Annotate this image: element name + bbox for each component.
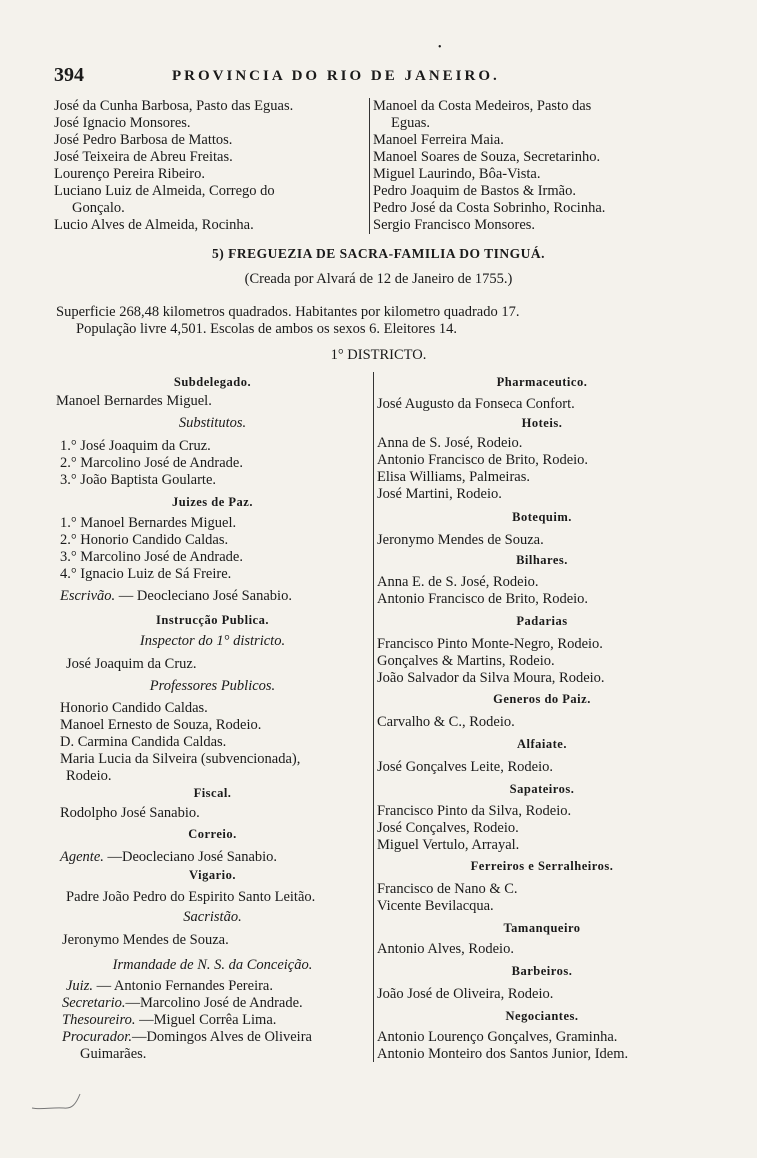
list-item: Elisa Williams, Palmeiras. — [377, 469, 530, 485]
column-divider — [369, 98, 370, 234]
vigario-name: Padre João Pedro do Espirito Santo Leitão. — [66, 889, 316, 905]
page-number: 394 — [54, 64, 84, 86]
thesoureiro-label: Thesoureiro. — [62, 1012, 136, 1028]
sacristao-name: Jeronymo Mendes de Souza. — [62, 932, 229, 948]
professores-heading: Professores Publicos. — [149, 678, 276, 694]
running-title: PROVINCIA DO RIO DE JANEIRO. — [172, 68, 500, 84]
list-item: José Pedro Barbosa de Mattos. — [54, 132, 233, 148]
agente-entry — [60, 849, 277, 866]
thesoureiro-name: —Miguel Corrêa Lima. — [139, 1012, 277, 1028]
correio-heading: Correio. — [188, 827, 237, 841]
list-item: 4.° Ignacio Luiz de Sá Freire. — [60, 566, 232, 582]
escrivao-name: — Deocleciano José Sanabio. — [118, 588, 292, 604]
pencil-mark — [30, 1090, 90, 1114]
sacristao-heading: Sacristão. — [183, 909, 242, 925]
list-item: Rodeio. — [66, 768, 112, 784]
botequim-name: Jeronymo Mendes de Souza. — [377, 532, 544, 548]
bilhares-heading: Bilhares. — [516, 553, 568, 567]
hoteis-heading: Hoteis. — [521, 416, 563, 430]
list-item: Pedro José da Costa Sobrinho, Rocinha. — [373, 200, 606, 216]
tamanqueiro-heading: Tamanqueiro — [503, 921, 581, 935]
agente-name: —Deocleciano José Sanabio. — [107, 849, 278, 865]
list-item: 3.° Marcolino José de Andrade. — [60, 549, 243, 565]
list-item: José Martini, Rodeio. — [377, 486, 502, 502]
secretario-entry — [62, 995, 303, 1012]
list-item: Miguel Laurindo, Bôa-Vista. — [373, 166, 541, 182]
procurador-entry — [62, 1029, 312, 1046]
generos-heading: Generos do Paiz. — [493, 692, 591, 706]
barbeiros-heading: Barbeiros. — [511, 964, 573, 978]
list-item: Gonçalo. — [72, 200, 125, 216]
section-stats-line: População livre 4,501. Escolas de ambos os sexos 6. Eleitores 14. — [76, 321, 457, 337]
inspector-name: José Joaquim da Cruz. — [66, 656, 197, 672]
padarias-heading: Padarias — [516, 614, 568, 628]
list-item: Eguas. — [391, 115, 431, 131]
page-header — [54, 62, 694, 90]
list-item: José da Cunha Barbosa, Pasto das Eguas. — [54, 98, 294, 114]
secretario-name: —Marcolino José de Andrade. — [125, 995, 303, 1011]
negociantes-heading: Negociantes. — [505, 1009, 579, 1023]
list-item: Manoel Soares de Souza, Secretarinho. — [373, 149, 601, 165]
list-item: Miguel Vertulo, Arrayal. — [377, 837, 520, 853]
thesoureiro-entry — [62, 1012, 276, 1029]
list-item: 2.° Honorio Candido Caldas. — [60, 532, 229, 548]
ink-speck: • — [438, 42, 442, 53]
alfaiate-name: José Gonçalves Leite, Rodeio. — [377, 759, 553, 775]
list-item: Anna de S. José, Rodeio. — [377, 435, 523, 451]
list-item: José Ignacio Monsores. — [54, 115, 191, 131]
section-stats-line: Superficie 268,48 kilometros quadrados. Habitantes por kilometro quadrado 17. — [56, 304, 520, 320]
section-title: 5) FREGUEZIA DE SACRA-FAMILIA DO TINGUÁ. — [211, 246, 546, 261]
barbeiros-name: João José de Oliveira, Rodeio. — [377, 986, 554, 1002]
irmandade-heading: Irmandade de N. S. da Conceição. — [112, 957, 313, 973]
sapateiros-heading: Sapateiros. — [509, 782, 575, 796]
juiz-name: — Antonio Fernandes Pereira. — [96, 978, 273, 994]
procurador-label: Procurador. — [62, 1029, 132, 1045]
subdelegado-name: Manoel Bernardes Miguel. — [56, 393, 212, 409]
generos-name: Carvalho & C., Rodeio. — [377, 714, 515, 730]
list-item: Antonio Monteiro dos Santos Junior, Idem. — [377, 1046, 629, 1062]
instrucao-heading: Instrucção Publica. — [156, 613, 269, 627]
inspector-heading: Inspector do 1° districto. — [139, 633, 286, 649]
fiscal-name: Rodolpho José Sanabio. — [60, 805, 200, 821]
vigario-heading: Vigario. — [189, 868, 236, 882]
juizes-heading: Juizes de Paz. — [172, 495, 253, 509]
list-item: Antonio Francisco de Brito, Rodeio. — [377, 591, 589, 607]
substitutos-heading: Substitutos. — [178, 415, 247, 431]
list-item: Lourenço Pereira Ribeiro. — [54, 166, 205, 182]
list-item: Honorio Candido Caldas. — [60, 700, 208, 716]
agente-label: Agente. — [60, 849, 104, 865]
ferreiros-heading: Ferreiros e Serralheiros. — [470, 859, 614, 873]
list-item: Maria Lucia da Silveira (subvencionada), — [60, 751, 301, 767]
list-item: D. Carmina Candida Caldas. — [60, 734, 227, 750]
list-item: Gonçalves & Martins, Rodeio. — [377, 653, 555, 669]
tamanqueiro-name: Antonio Alves, Rodeio. — [377, 941, 514, 957]
escrivao-label: Escrivão. — [60, 588, 116, 604]
juiz-label: Juiz. — [66, 978, 93, 994]
list-item: Luciano Luiz de Almeida, Corrego do — [54, 183, 275, 199]
list-item: 3.° João Baptista Goularte. — [60, 472, 217, 488]
list-item: Vicente Bevilacqua. — [377, 898, 494, 914]
list-item: 1.° Manoel Bernardes Miguel. — [60, 515, 237, 531]
subdelegado-heading: Subdelegado. — [173, 375, 252, 389]
section-creation-note: (Creada por Alvará de 12 de Janeiro de 1755.) — [244, 271, 513, 287]
list-item: Anna E. de S. José, Rodeio. — [377, 574, 539, 590]
botequim-heading: Botequim. — [512, 510, 572, 524]
procurador-name-cont: Guimarães. — [80, 1046, 147, 1062]
procurador-name: —Domingos Alves de Oliveira — [131, 1029, 312, 1045]
alfaiate-heading: Alfaiate. — [517, 737, 567, 751]
list-item: Sergio Francisco Monsores. — [373, 217, 536, 233]
pharmaceutico-heading: Pharmaceutico. — [496, 375, 588, 389]
column-divider — [373, 372, 374, 1062]
list-item: Francisco Pinto Monte-Negro, Rodeio. — [377, 636, 603, 652]
juiz-entry — [66, 978, 273, 995]
list-item: Francisco de Nano & C. — [377, 881, 518, 897]
list-item: Antonio Francisco de Brito, Rodeio. — [377, 452, 589, 468]
list-item: Manoel da Costa Medeiros, Pasto das — [373, 98, 592, 114]
list-item: Antonio Lourenço Gonçalves, Graminha. — [377, 1029, 618, 1045]
pharmaceutico-name: José Augusto da Fonseca Confort. — [377, 396, 575, 412]
district-heading: 1° DISTRICTO. — [330, 347, 427, 363]
fiscal-heading: Fiscal. — [193, 786, 232, 800]
list-item: Lucio Alves de Almeida, Rocinha. — [54, 217, 254, 233]
list-item: Pedro Joaquim de Bastos & Irmão. — [373, 183, 576, 199]
list-item: João Salvador da Silva Moura, Rodeio. — [377, 670, 605, 686]
list-item: Manoel Ernesto de Souza, Rodeio. — [60, 717, 262, 733]
list-item: José Teixeira de Abreu Freitas. — [54, 149, 233, 165]
escrivao-entry — [60, 588, 292, 605]
list-item: José Conçalves, Rodeio. — [377, 820, 519, 836]
secretario-label: Secretario. — [62, 995, 126, 1011]
list-item: 2.° Marcolino José de Andrade. — [60, 455, 243, 471]
list-item: Francisco Pinto da Silva, Rodeio. — [377, 803, 572, 819]
list-item: 1.° José Joaquim da Cruz. — [60, 438, 211, 454]
list-item: Manoel Ferreira Maia. — [373, 132, 504, 148]
